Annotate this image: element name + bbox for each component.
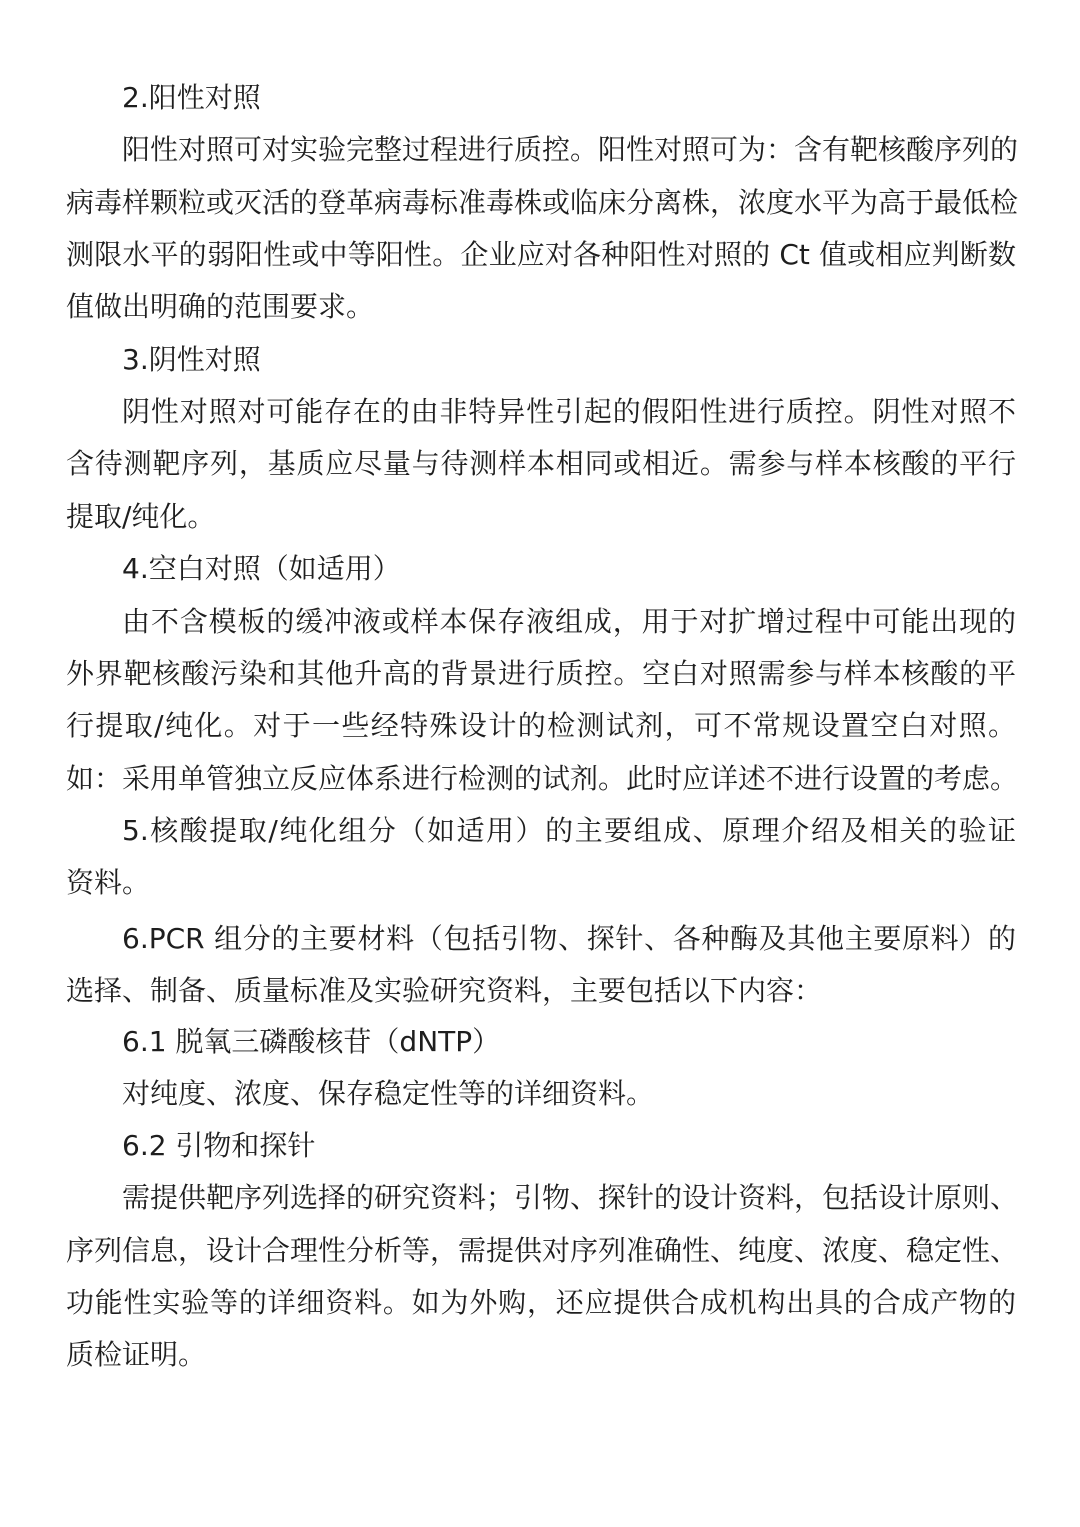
section-heading-primers-probes: 6.2 引物和探针: [122, 1129, 316, 1162]
paragraph-line: 对纯度、浓度、保存稳定性等的详细资料。: [122, 1077, 655, 1110]
paragraph-line: 阴性对照对可能存在的由非特异性引起的假阳性进行质控。阴性对照不: [122, 395, 1016, 428]
section-heading-blank-control: 4.空白对照（如适用）: [122, 552, 401, 585]
paragraph-line: 5.核酸提取/纯化组分（如适用）的主要组成、原理介绍及相关的验证: [122, 814, 1016, 847]
paragraph-line: 由不含模板的缓冲液或样本保存液组成，用于对扩增过程中可能出现的: [122, 605, 1016, 638]
paragraph-line: 需提供靶序列选择的研究资料；引物、探针的设计资料，包括设计原则、: [122, 1181, 1019, 1214]
paragraph-line: 功能性实验等的详细资料。如为外购，还应提供合成机构出具的合成产物的: [66, 1286, 1016, 1319]
paragraph-line: 资料。: [66, 866, 151, 899]
paragraph-line: 序列信息，设计合理性分析等，需提供对序列准确性、纯度、浓度、稳定性、: [66, 1234, 1019, 1267]
paragraph-line: 选择、制备、质量标准及实验研究资料，主要包括以下内容：: [66, 974, 823, 1007]
paragraph-line: 病毒样颗粒或灭活的登革病毒标准毒株或临床分离株，浓度水平为高于最低检: [66, 186, 1019, 219]
paragraph-line: 提取/纯化。: [66, 500, 216, 533]
section-heading-negative-control: 3.阴性对照: [122, 343, 261, 376]
paragraph-line: 值做出明确的范围要求。: [66, 290, 375, 323]
paragraph-line: 质检证明。: [66, 1338, 207, 1371]
paragraph-line: 阳性对照可对实验完整过程进行质控。阳性对照可为：含有靶核酸序列的: [122, 133, 1019, 166]
paragraph-line: 外界靶核酸污染和其他升高的背景进行质控。空白对照需参与样本核酸的平: [66, 657, 1016, 690]
section-heading-dntp: 6.1 脱氧三磷酸核苷（dNTP）: [122, 1025, 501, 1058]
section-heading-positive-control: 2.阳性对照: [122, 81, 261, 114]
paragraph-line: 测限水平的弱阳性或中等阳性。企业应对各种阳性对照的 Ct 值或相应判断数: [66, 238, 1016, 271]
paragraph-line: 如：采用单管独立反应体系进行检测的试剂。此时应详述不进行设置的考虑。: [66, 762, 1019, 795]
paragraph-line: 含待测靶序列，基质应尽量与待测样本相同或相近。需参与样本核酸的平行: [66, 447, 1016, 480]
paragraph-line: 6.PCR 组分的主要材料（包括引物、探针、各种酶及其他主要原料）的: [122, 922, 1016, 955]
paragraph-line: 行提取/纯化。对于一些经特殊设计的检测试剂，可不常规设置空白对照。: [66, 709, 1016, 742]
